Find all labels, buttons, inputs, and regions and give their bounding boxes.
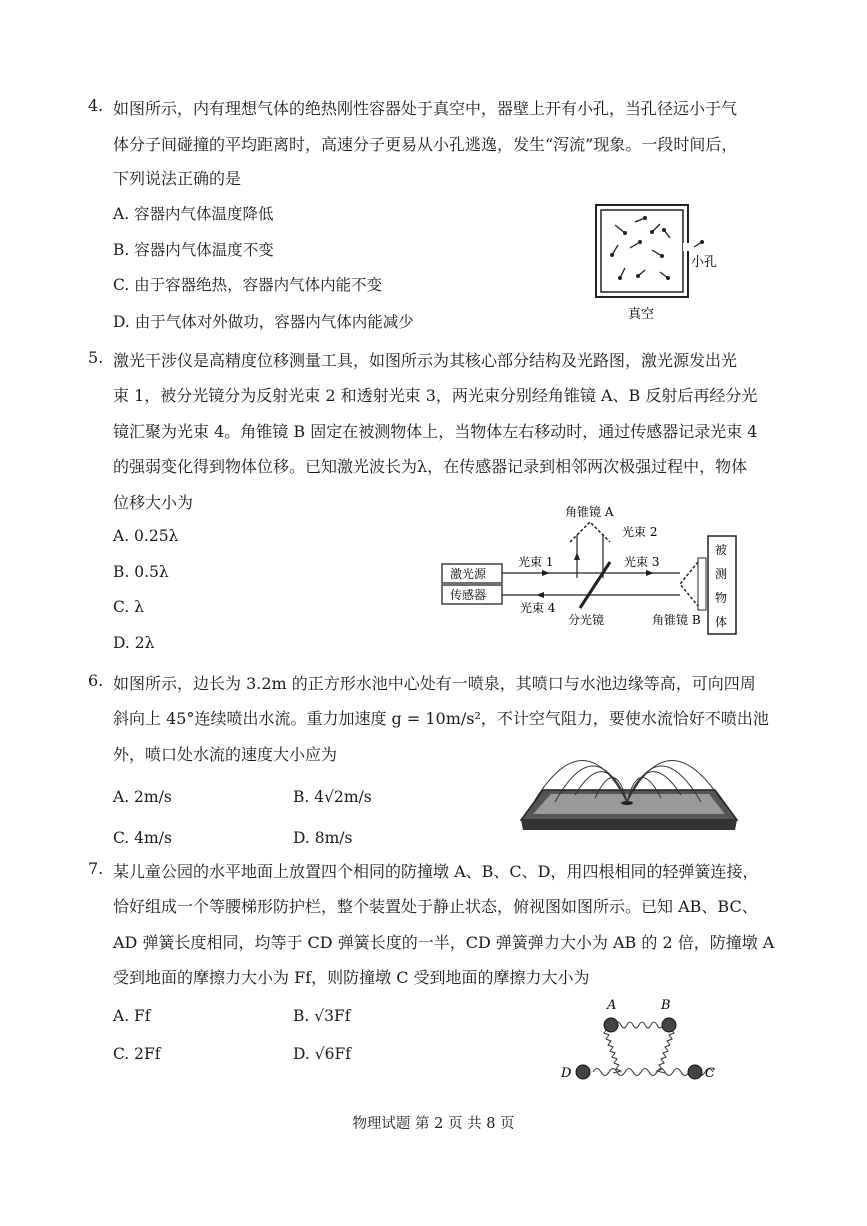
q7-label-c: C (705, 1066, 715, 1081)
q4-line-1: 如图所示，内有理想气体的绝热刚性容器处于真空中，器壁上开有小孔，当孔径远小于气 (113, 99, 738, 118)
q7-trapezoid-figure (555, 995, 725, 1085)
q5-mirror-b-label: 角锥镜 B (652, 613, 701, 627)
q5-object-char-4: 体 (715, 615, 728, 629)
q7-line-2: 恰好组成一个等腰梯形防护栏，整个装置处于静止状态，俯视图如图所示。已知 AB、BC、 (113, 897, 758, 916)
q5-beam1-label: 光束 1 (518, 555, 554, 569)
q4-option-a: A. 容器内气体温度降低 (113, 205, 274, 223)
q5-mirror-a-label: 角锥镜 A (565, 505, 614, 519)
q7-option-b: B. √3Ff (293, 1007, 351, 1025)
page-footer: 物理试题 第 2 页 共 8 页 (352, 1116, 515, 1132)
q5-line-5: 位移大小为 (113, 493, 194, 512)
q5-option-d: D. 2λ (113, 634, 155, 652)
q5-number: 5. (88, 348, 104, 367)
q4-line-3: 下列说法正确的是 (113, 169, 242, 188)
q5-beam4-label: 光束 4 (520, 601, 556, 615)
q5-object-char-1: 被 (715, 543, 728, 557)
q5-laser-label: 激光源 (450, 567, 487, 581)
q5-sensor-label: 传感器 (450, 588, 487, 602)
q4-number: 4. (88, 96, 104, 115)
q4-hole-label: 小孔 (691, 255, 718, 270)
q4-vacuum-label: 真空 (628, 307, 655, 322)
q5-option-c: C. λ (113, 598, 144, 616)
q4-option-c: C. 由于容器绝热，容器内气体内能不变 (113, 276, 383, 294)
q6-line-3: 外，喷口处水流的速度大小应为 (113, 745, 338, 764)
q4-line-2: 体分子间碰撞的平均距离时，高速分子更易从小孔逃逸，发生“泻流”现象。一段时间后， (113, 135, 738, 154)
q5-line-3: 镜汇聚为光束 4。角锥镜 B 固定在被测物体上，当物体左右移动时，通过传感器记录光束 4 (113, 422, 758, 441)
q5-object-char-3: 物 (715, 591, 728, 605)
q5-object-char-2: 测 (715, 567, 728, 581)
q6-option-b: B. 4√2m/s (293, 788, 372, 806)
q6-fountain-figure (515, 740, 740, 832)
q5-line-1: 激光干涉仪是高精度位移测量工具，如图所示为其核心部分结构及光路图，激光源发出光 (113, 351, 738, 370)
q5-option-a: A. 0.25λ (113, 527, 179, 545)
q7-line-3: AD 弹簧长度相同，均等于 CD 弹簧长度的一半，CD 弹簧弹力大小为 AB 的 2 倍，防撞墩 A (113, 933, 775, 952)
q7-option-d: D. √6Ff (293, 1045, 351, 1063)
q6-option-d: D. 8m/s (293, 829, 353, 847)
q6-option-a: A. 2m/s (113, 788, 172, 806)
q7-line-1: 某儿童公园的水平地面上放置四个相同的防撞墩 A、B、C、D，用四根相同的轻弹簧连接， (113, 862, 759, 881)
q5-interferometer-figure (440, 500, 740, 645)
q6-number: 6. (88, 671, 104, 690)
q6-line-1: 如图所示，边长为 3.2m 的正方形水池中心处有一喷泉，其喷口与水池边缘等高，可向四周 (113, 674, 756, 693)
q7-line-4: 受到地面的摩擦力大小为 Ff，则防撞墩 C 受到地面的摩擦力大小为 (113, 968, 590, 987)
q4-container-figure (590, 200, 740, 325)
q5-line-2: 束 1，被分光镜分为反射光束 2 和透射光束 3，两光束分别经角锥镜 A、B 反射后再经分光 (113, 386, 758, 405)
q7-label-d: D (561, 1066, 572, 1081)
q7-label-a: A (607, 998, 617, 1013)
q6-option-c: C. 4m/s (113, 829, 172, 847)
q4-option-b: B. 容器内气体温度不变 (113, 241, 274, 259)
q6-line-2: 斜向上 45°连续喷出水流。重力加速度 g = 10m/s²，不计空气阻力，要使水流恰好不喷出池 (113, 709, 769, 728)
q7-option-c: C. 2Ff (113, 1045, 161, 1063)
q7-number: 7. (88, 859, 104, 878)
q4-option-d: D. 由于气体对外做功，容器内气体内能减少 (113, 313, 414, 331)
q5-line-4: 的强弱变化得到物体位移。已知激光波长为λ，在传感器记录到相邻两次极强过程中，物体 (113, 457, 748, 476)
q5-beam3-label: 光束 3 (624, 555, 660, 569)
q5-beam2-label: 光束 2 (622, 525, 658, 539)
q7-label-b: B (661, 998, 671, 1013)
q7-option-a: A. Ff (113, 1007, 151, 1025)
q5-option-b: B. 0.5λ (113, 563, 169, 581)
q5-splitter-label: 分光镜 (568, 613, 605, 627)
